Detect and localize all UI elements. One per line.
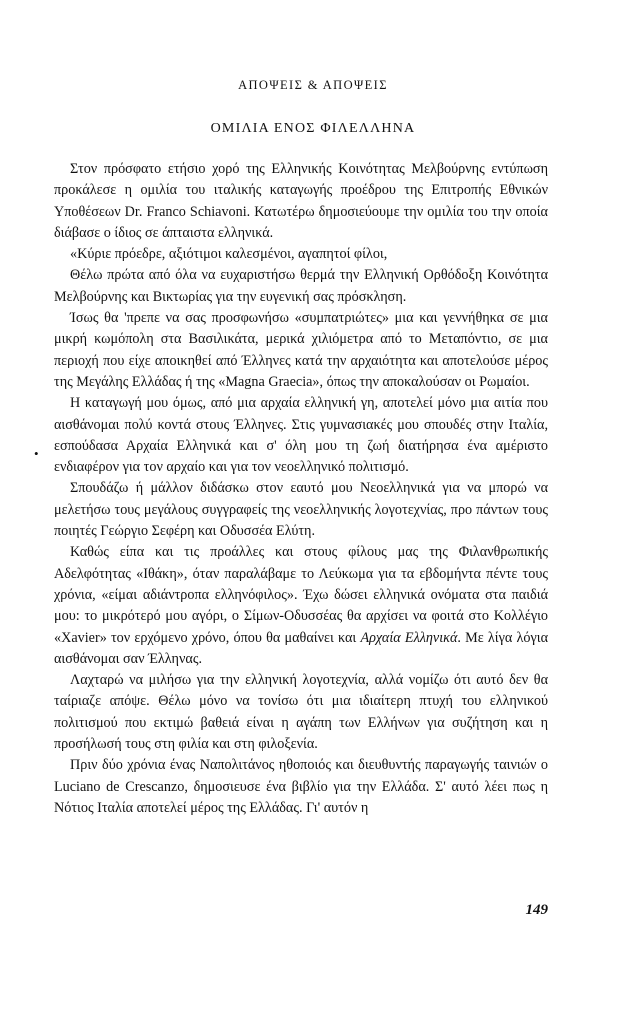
paragraph-modern-greek: Σπουδάζω ή μάλλον διδάσκω στον εαυτό μου Νεοελληνικά για να μπορώ να μελετήσω τους μεγάλους συγγραφείς της νεοελληνικής λογοτεχνίας, προ πάντων τους ποιητές Γεώργιο Σεφέρη και Οδυσσέα Ελύτη. [54, 480, 548, 540]
paragraph-philhellene-text-a: Καθώς είπα και τις προάλλες και στους φίλους μας της Φιλανθρωπικής Αδελφότητας «Ιθάκη», όταν παραλάβαμε το Λεύκωμα για τα εβδομήντα πέντε τους χρόνια, «είμαι αδιάντροπα ελληνόφιλος». Έχω δώσει ελληνικά ονόματα στα παιδιά μου: το μικρότερό μου αγόρι, ο Σίμων-Οδυσσέας θα αρχίσει να φοιτά στο Κολλέγιο «Xavier» τον ερχόμενο χρόνο, όπου θα μαθαίνει και [54, 544, 548, 646]
paragraph-compatriots: Ίσως θα 'πρεπε να σας προσφωνήσω «συμπατριώτες» μια και γεννήθηκα σε μια μικρή κωμόπολη στα Βασιλικάτα, μερικά χιλιόμετρα από το Μεταπόντιο, σε μια περιοχή που είχε αποικηθεί από Έλληνες κατά την αρχαιότητα και αποτελούσε μέρος της Μεγάλης Ελλάδας ή της «Magna Graecia», όπως την αποκαλούσαν οι Ρωμαίοι. [54, 310, 548, 390]
article-body [54, 156, 548, 819]
paragraph-thanks: Θέλω πρώτα από όλα να ευχαριστήσω θερμά την Ελληνική Ορθόδοξη Κοινότητα Μελβούρνης και Βικτωρίας για την ευγενική σας πρόσκληση. [54, 267, 548, 305]
paragraph-philhellene [54, 542, 548, 670]
paragraph-intro: Στον πρόσφατο ετήσιο χορό της Ελληνικής Κοινότητας Μελβούρνης εντύπωση προκάλεσε η ομιλία του ιταλικής καταγωγής προέδρου της Επιτροπής Εθνικών Υποθέσεων Dr. Franco Schiavoni. Κατωτέρω δημοσιεύουμε την ομιλία του την οποία διάβασε ο ίδιος σε άπταιστα ελληνικά. [54, 161, 548, 241]
paragraph-de-crescenzo: Πριν δύο χρόνια ένας Ναπολιτάνος ηθοποιός και διευθυντής παραγωγής ταινιών ο Luciano de Crescanzo, δημοσιευσε ένα βιβλίο για την Ελλάδα. Σ' αυτό λέει πως η Νότιος Ιταλία αποτελεί μέρος της Ελλάδας. Γι' αυτόν η [54, 757, 548, 816]
page-number: 149 [525, 902, 548, 918]
paragraph-philhellene-italic: Αρχαία Ελληνικά [360, 629, 458, 646]
paragraph-origin: Η καταγωγή μου όμως, από μια αρχαία ελληνική γη, αποτελεί μόνο μια αιτία που αισθάνομαι πολύ κοντά στους Έλληνες. Στις γυμνασιακές μου σπουδές στην Ιταλία, εσπούδασα Αρχαία Ελληνικά και σ' όλη μου τη ζωή διατήρησα ένα αμέριστο ενδιαφέρον για τον αρχαίο και για τον νεοελληνικό πολιτισμό. [54, 395, 548, 476]
margin-dot-mark: • [34, 446, 39, 461]
paragraph-literature: Λαχταρώ να μιλήσω για την ελληνική λογοτεχνία, αλλά νομίζω ότι αυτό δεν θα ταίριαζε απόψε. Θέλω μόνο να τονίσω ότι μια ιδιαίτερη πτυχή του ελληνικού πολιτισμού που εκτιμώ βαθειά είναι η αγάπη των Ελλήνων για συζήτηση και η προσήλωσή τους στη φιλία και στη φιλοξενία. [54, 672, 548, 753]
paragraph-philhellene-text-b: . Με λίγα λόγια αισθάνομαι σαν Έλληνας. [54, 629, 549, 667]
article-title: ΟΜΙΛΙΑ ΕΝΟΣ ΦΙΛΕΛΛΗΝΑ [210, 121, 416, 136]
running-head: ΑΠΟΨΕΙΣ & ΑΠΟΨΕΙΣ [238, 78, 388, 92]
paragraph-salutation: «Κύριε πρόεδρε, αξιότιμοι καλεσμένοι, αγαπητοί φίλοι, [70, 246, 388, 263]
